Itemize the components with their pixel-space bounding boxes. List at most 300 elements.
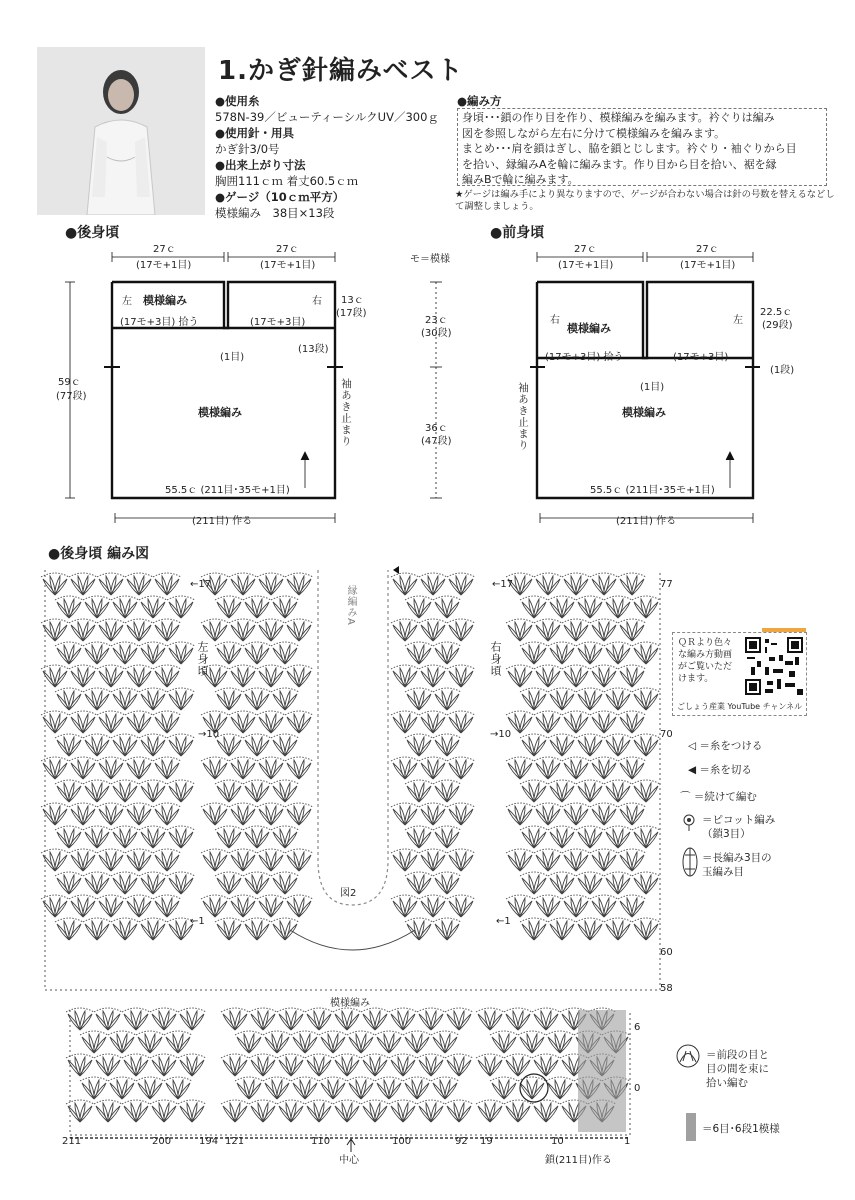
page-title: 1.かぎ針編みベスト <box>218 56 464 86</box>
hem-motif <box>291 1031 319 1053</box>
hem-motif <box>263 1031 291 1053</box>
right-panel-motif <box>590 895 618 917</box>
right-panel-motif <box>562 895 590 917</box>
right-panel-motif <box>576 734 604 756</box>
right-inner-motif <box>433 918 461 940</box>
center-dim-2: 36ｃ <box>425 423 448 434</box>
right-panel-motif <box>604 734 632 756</box>
row-number-77: 77 <box>660 579 673 590</box>
right-panel-motif <box>618 757 646 779</box>
stitch-number: 110 <box>311 1136 331 1147</box>
center-dim-1: 23ｃ <box>425 315 448 326</box>
left-panel-motif <box>111 826 139 848</box>
left-inner-motif <box>229 895 257 917</box>
left-panel-motif <box>83 596 111 618</box>
left-panel-motif <box>97 895 125 917</box>
right-inner-motif <box>405 642 433 664</box>
right-panel-motif <box>604 596 632 618</box>
right-panel-motif <box>548 688 576 710</box>
left-panel-motif <box>111 780 139 802</box>
front-one-row: (1段) <box>770 365 795 376</box>
right-panel-motif <box>520 596 548 618</box>
front-top-left-dim: 27ｃ <box>574 244 597 255</box>
arrow-row17-right: ←17 <box>492 579 514 590</box>
right-panel-motif <box>604 688 632 710</box>
legend-bundle-text: ＝前段の目と 目の間を束に 拾い編む <box>706 1049 769 1089</box>
right-panel-motif <box>562 757 590 779</box>
qr-accent-bar <box>762 628 806 632</box>
stitch-number: 19 <box>480 1136 493 1147</box>
right-inner-motif <box>391 895 419 917</box>
left-panel-motif <box>55 734 83 756</box>
motif-legend: モ＝模様 <box>410 254 450 265</box>
right-panel-motif <box>506 895 534 917</box>
left-panel-motif <box>153 849 181 871</box>
howto-line: を拾い、縁編みAを輪に編みます。作り目から目を拾い、裾を縁 <box>462 157 777 171</box>
right-inner-motif <box>433 688 461 710</box>
right-inner-motif <box>447 849 475 871</box>
left-inner-motif <box>285 895 313 917</box>
left-inner-motif <box>215 826 243 848</box>
left-panel-motif <box>69 803 97 825</box>
left-panel-motif <box>125 849 153 871</box>
right-panel-motif <box>506 665 534 687</box>
continue-icon: ⌒ <box>680 791 691 803</box>
right-panel-motif <box>520 734 548 756</box>
right-panel-motif <box>520 642 548 664</box>
right-inner-motif <box>433 872 461 894</box>
back-one-stitch: (1目) <box>220 352 245 363</box>
right-panel-motif <box>632 826 660 848</box>
arrow-row10-right: →10 <box>490 729 512 740</box>
stitch-number: 10 <box>551 1136 564 1147</box>
right-inner-motif <box>405 826 433 848</box>
left-panel-motif <box>125 895 153 917</box>
schematic-lines <box>0 230 855 530</box>
left-inner-motif <box>271 642 299 664</box>
left-inner-motif <box>285 849 313 871</box>
hem-motif <box>150 1100 178 1122</box>
left-panel-motif <box>83 734 111 756</box>
right-panel-motif <box>604 780 632 802</box>
left-panel-motif <box>125 757 153 779</box>
right-panel-motif <box>618 619 646 641</box>
left-inner-motif <box>201 757 229 779</box>
left-panel-motif <box>139 642 167 664</box>
cast-chain-label: 鎖(211目)作る <box>545 1155 612 1166</box>
left-panel-motif <box>139 918 167 940</box>
spec-list <box>215 93 439 221</box>
hem-motif <box>532 1008 560 1030</box>
right-inner-motif <box>447 803 475 825</box>
right-inner-motif <box>405 688 433 710</box>
right-panel-motif <box>520 780 548 802</box>
left-panel-motif <box>153 573 181 595</box>
right-inner-motif <box>419 803 447 825</box>
right-panel-motif <box>548 872 576 894</box>
hem-motif <box>532 1054 560 1076</box>
left-inner-motif <box>215 688 243 710</box>
left-inner-motif <box>201 895 229 917</box>
cluster-stitch-icon <box>680 845 700 879</box>
back-13-rows: (13段) <box>298 344 329 355</box>
center-dim-2-sub: (47段) <box>421 436 452 447</box>
hem-motif <box>221 1054 249 1076</box>
hem-motif <box>504 1100 532 1122</box>
left-inner-motif <box>285 803 313 825</box>
back-top-left-sub: (17モ+1目) <box>136 260 192 271</box>
right-panel-motif <box>534 665 562 687</box>
left-panel-motif <box>83 872 111 894</box>
right-inner-motif <box>419 573 447 595</box>
left-inner-motif <box>229 849 257 871</box>
chart-pattern-label: 模様編み <box>330 998 370 1009</box>
left-panel-motif <box>139 596 167 618</box>
hem-motif <box>361 1054 389 1076</box>
chart-heading: ●後身頃 編み図 <box>48 546 150 562</box>
hem-motif <box>476 1054 504 1076</box>
gauge-note: ★ゲージは編み手により異なりますので、ゲージが合わない場合は針の号数を替えるなどして調整しましょう。 <box>455 189 835 212</box>
right-panel-motif <box>604 642 632 664</box>
hem-motif <box>80 1031 108 1053</box>
arrow-row1-left: ←1 <box>190 916 205 927</box>
hem-motif <box>94 1008 122 1030</box>
spec-gauge-value: 模様編み 38目×13段 <box>215 206 335 220</box>
right-panel-motif <box>632 734 660 756</box>
right-panel-motif <box>632 780 660 802</box>
right-panel-motif <box>576 780 604 802</box>
hem-motif <box>108 1031 136 1053</box>
stitch-number: 194 <box>199 1136 219 1147</box>
stitch-number: 100 <box>392 1136 412 1147</box>
left-panel-motif <box>153 711 181 733</box>
right-inner-motif <box>433 642 461 664</box>
left-panel-motif <box>139 780 167 802</box>
left-panel-motif <box>111 734 139 756</box>
left-inner-motif <box>243 596 271 618</box>
left-panel-motif <box>69 711 97 733</box>
left-inner-motif <box>229 619 257 641</box>
right-panel-motif <box>520 918 548 940</box>
right-panel-motif <box>562 803 590 825</box>
right-panel-motif <box>520 826 548 848</box>
left-panel-motif <box>97 665 125 687</box>
left-panel-motif <box>69 665 97 687</box>
hem-motif <box>417 1100 445 1122</box>
right-panel-motif <box>590 849 618 871</box>
left-panel-motif <box>111 642 139 664</box>
legend-picot-text: ＝ピコット編み （鎖3目） <box>702 814 776 840</box>
row-number-58: 58 <box>660 983 673 994</box>
right-panel-motif <box>632 596 660 618</box>
front-pickup-left: (17モ+3目) 拾う <box>545 352 624 363</box>
right-body-label: 右身頃 <box>489 641 502 677</box>
left-panel-motif <box>167 734 195 756</box>
spec-needle-label: ●使用針・用具 <box>215 126 295 140</box>
howto-heading: ●編み方 <box>457 94 502 108</box>
hem-motif <box>249 1054 277 1076</box>
right-inner-motif <box>391 849 419 871</box>
left-panel-motif <box>55 596 83 618</box>
back-top-pattern: 模様編み <box>143 294 187 307</box>
right-panel-motif <box>632 872 660 894</box>
hem-motif <box>249 1100 277 1122</box>
right-inner-motif <box>447 665 475 687</box>
right-inner-motif <box>419 619 447 641</box>
hem-motif <box>375 1077 403 1099</box>
left-panel-motif <box>55 688 83 710</box>
right-panel-motif <box>618 895 646 917</box>
left-panel-motif <box>139 734 167 756</box>
right-inner-motif <box>405 918 433 940</box>
left-inner-motif <box>215 780 243 802</box>
front-pickup-right: (17モ+3目) <box>673 352 729 363</box>
left-panel-motif <box>55 918 83 940</box>
right-inner-motif <box>447 711 475 733</box>
right-inner-motif <box>391 619 419 641</box>
right-panel-motif <box>506 757 534 779</box>
left-inner-motif <box>257 573 285 595</box>
back-main-pattern: 模様編み <box>198 406 242 419</box>
hem-motif <box>305 1008 333 1030</box>
legend-continue-text: ＝続けて編む <box>693 791 757 803</box>
front-heading: ●前身頃 <box>490 225 545 241</box>
left-panel-motif <box>111 872 139 894</box>
right-inner-motif <box>433 596 461 618</box>
hem-motif <box>178 1008 206 1030</box>
hem-motif <box>389 1100 417 1122</box>
right-panel-motif <box>604 918 632 940</box>
center-label: 中心 <box>339 1155 359 1166</box>
left-panel-motif <box>167 872 195 894</box>
hem-motif <box>305 1054 333 1076</box>
right-panel-motif <box>618 849 646 871</box>
hem-motif <box>94 1100 122 1122</box>
center-dim-1-sub: (30段) <box>421 328 452 339</box>
legend-cut <box>688 762 752 777</box>
chart-body-outline <box>45 570 660 990</box>
left-inner-motif <box>285 711 313 733</box>
back-height-dim: 59ｃ <box>58 377 81 388</box>
front-top-right-dim: 27ｃ <box>696 244 719 255</box>
left-panel-motif <box>55 642 83 664</box>
hem-motif <box>291 1077 319 1099</box>
right-inner-motif <box>433 734 461 756</box>
left-panel-motif <box>111 918 139 940</box>
right-inner-motif <box>405 780 433 802</box>
hem-motif <box>417 1054 445 1076</box>
bundle-stitch-icon <box>674 1043 704 1069</box>
left-inner-motif <box>243 918 271 940</box>
left-panel-motif <box>125 711 153 733</box>
hem-motif <box>108 1077 136 1099</box>
right-panel-motif <box>506 803 534 825</box>
legend-attach <box>688 738 762 753</box>
spec-yarn-value: 578N-39／ビューティーシルクUV／300ｇ <box>215 110 439 124</box>
front-right-tag: 右 <box>550 315 560 326</box>
left-inner-motif <box>285 619 313 641</box>
left-inner-motif <box>285 573 313 595</box>
left-panel-motif <box>153 665 181 687</box>
left-inner-motif <box>243 872 271 894</box>
hem-motif <box>235 1031 263 1053</box>
hem-motif <box>431 1031 459 1053</box>
hem-motif <box>122 1100 150 1122</box>
left-inner-motif <box>229 803 257 825</box>
attach-yarn-icon: ◁ <box>688 740 697 752</box>
left-body-label: 左身頃 <box>196 641 209 677</box>
qr-code-icon[interactable] <box>745 637 803 695</box>
legend-cluster-text: ＝長編み3目の 玉編み目 <box>702 852 772 878</box>
right-panel-motif <box>506 619 534 641</box>
left-panel-motif <box>55 872 83 894</box>
hem-motif <box>164 1077 192 1099</box>
back-right-tag: 右 <box>312 296 322 307</box>
hem-motif <box>504 1054 532 1076</box>
left-panel-motif <box>69 573 97 595</box>
back-heading: ●後身頃 <box>65 225 120 241</box>
hem-motif <box>361 1100 389 1122</box>
hem-motif <box>150 1008 178 1030</box>
hem-motif <box>403 1031 431 1053</box>
hem-motif <box>445 1100 473 1122</box>
right-inner-motif <box>433 780 461 802</box>
hem-motif <box>178 1054 206 1076</box>
hem-motif <box>476 1100 504 1122</box>
qr-footer: ごしょう産業 YouTube チャンネル <box>677 702 803 711</box>
stitch-number: 92 <box>455 1136 468 1147</box>
hem-motif <box>389 1054 417 1076</box>
right-panel-motif <box>590 803 618 825</box>
right-inner-motif <box>419 711 447 733</box>
hem-motif <box>361 1008 389 1030</box>
left-panel-motif <box>83 826 111 848</box>
right-panel-motif <box>534 619 562 641</box>
right-panel-motif <box>548 918 576 940</box>
left-panel-motif <box>139 872 167 894</box>
left-panel-motif <box>69 619 97 641</box>
right-panel-motif <box>590 757 618 779</box>
fig2-label: 図2 <box>340 888 357 899</box>
back-cast-on: (211目) 作る <box>192 516 253 527</box>
left-inner-motif <box>215 918 243 940</box>
back-bottom-dim: 55.5ｃ (211目･35モ+1目) <box>165 485 290 496</box>
left-panel-motif <box>153 803 181 825</box>
qr-box[interactable] <box>672 632 807 716</box>
left-inner-motif <box>229 711 257 733</box>
back-armhole-label: 袖あき止まり <box>340 378 352 447</box>
hem-motif <box>277 1100 305 1122</box>
left-panel-motif <box>69 849 97 871</box>
back-right-dim: 13ｃ <box>341 295 364 306</box>
right-panel-motif <box>590 665 618 687</box>
hem-motif <box>490 1031 518 1053</box>
left-panel-motif <box>69 757 97 779</box>
hem-motif <box>504 1008 532 1030</box>
left-inner-motif <box>229 665 257 687</box>
left-panel-motif <box>167 596 195 618</box>
arrow-row17-left: ←17 <box>190 579 212 590</box>
hem-motif <box>235 1077 263 1099</box>
back-right-dim-sub: (17段) <box>336 308 367 319</box>
right-panel-motif <box>576 826 604 848</box>
right-inner-motif <box>447 573 475 595</box>
right-panel-motif <box>632 688 660 710</box>
hem-motif <box>136 1031 164 1053</box>
right-panel-motif <box>590 619 618 641</box>
repeat-highlight <box>578 1010 626 1132</box>
right-inner-motif <box>433 826 461 848</box>
left-panel-motif <box>153 619 181 641</box>
hem-motif <box>347 1077 375 1099</box>
back-top-right-dim: 27ｃ <box>276 244 299 255</box>
right-panel-motif <box>632 642 660 664</box>
hem-motif <box>403 1077 431 1099</box>
right-inner-motif <box>405 872 433 894</box>
left-inner-motif <box>215 872 243 894</box>
cut-yarn-icon: ◀ <box>688 764 697 776</box>
left-panel-motif <box>83 688 111 710</box>
hem-motif <box>277 1054 305 1076</box>
right-panel-motif <box>590 711 618 733</box>
right-inner-motif <box>419 757 447 779</box>
left-panel-motif <box>167 780 195 802</box>
right-panel-motif <box>534 895 562 917</box>
right-panel-motif <box>534 803 562 825</box>
howto-box <box>457 108 827 186</box>
left-panel-motif <box>139 688 167 710</box>
right-inner-motif <box>419 895 447 917</box>
hem-motif <box>546 1077 574 1099</box>
right-panel-motif <box>618 711 646 733</box>
left-inner-motif <box>243 780 271 802</box>
hem-motif <box>445 1008 473 1030</box>
arrow-row1-right: ←1 <box>496 916 511 927</box>
front-top-right-sub: (17モ+1目) <box>680 260 736 271</box>
hem-motif <box>94 1054 122 1076</box>
front-cast-on: (211目) 作る <box>616 516 677 527</box>
hem-motif <box>490 1077 518 1099</box>
left-panel-motif <box>97 619 125 641</box>
neck-bottom-curve <box>290 930 415 950</box>
left-inner-motif <box>257 803 285 825</box>
right-panel-motif <box>604 872 632 894</box>
right-inner-motif <box>447 619 475 641</box>
right-panel-motif <box>618 573 646 595</box>
left-inner-motif <box>215 596 243 618</box>
right-inner-motif <box>391 573 419 595</box>
hem-motif <box>122 1008 150 1030</box>
hem-motif <box>333 1100 361 1122</box>
row-number-0: 0 <box>634 1083 641 1094</box>
hem-motif <box>431 1077 459 1099</box>
bundle-highlight-circle <box>520 1074 548 1102</box>
left-panel-motif <box>97 573 125 595</box>
hem-motif <box>249 1008 277 1030</box>
left-inner-motif <box>257 665 285 687</box>
hem-motif <box>164 1031 192 1053</box>
left-inner-motif <box>271 826 299 848</box>
legend-cut-text: ＝糸を切る <box>699 764 752 776</box>
legend-repeat-text: ＝6目･6段1模様 <box>702 1123 780 1135</box>
left-panel-motif <box>125 573 153 595</box>
right-panel-motif <box>576 596 604 618</box>
left-inner-motif <box>285 757 313 779</box>
right-inner-motif <box>391 711 419 733</box>
hem-motif <box>333 1054 361 1076</box>
left-panel-motif <box>55 780 83 802</box>
edging-a-label: 縁編みA <box>345 585 356 626</box>
